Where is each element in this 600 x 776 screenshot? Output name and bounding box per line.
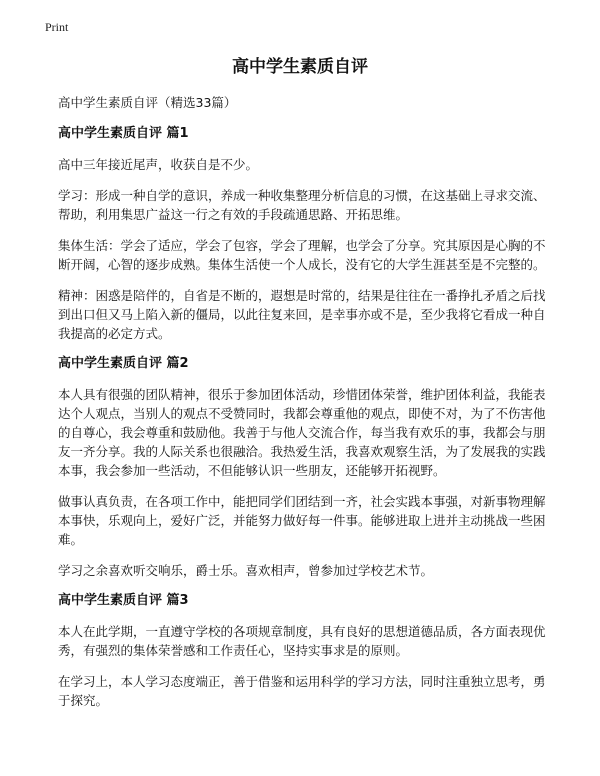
paragraph: 学习之余喜欢听交响乐，爵士乐。喜欢相声，曾参加过学校艺术节。 xyxy=(58,563,434,578)
paragraph: 学习：形成一种自学的意识，养成一种收集整理分析信息的习惯，在这基础上寻求交流、帮助，利用集思广益这一行之有效的手段疏通思路、开拓思维。 xyxy=(58,188,546,222)
paragraph: 在学习上，本人学习态度端正，善于借鉴和运用科学的学习方法，同时注重独立思考，勇于探究。 xyxy=(58,674,546,708)
paragraph: 做事认真负责，在各项工作中，能把同学们团结到一齐，社会实践本事强，对新事物理解本事快，乐观向上，爱好广泛，并能努力做好每一件事。能够进取上进并主动挑战一些困难。 xyxy=(58,494,546,547)
paragraph: 本人具有很强的团队精神，很乐于参加团体活动，珍惜团体荣誉，维护团体利益，我能表达个人观点，当别人的观点不受赞同时，我都会尊重他的观点，即使不对，为了不伤害他的自尊心，我会尊重和鼓励他。我善于与他人交流合作，每当我有欢乐的事，我都会与朋友一齐分享。我的人际关系也很融洽。我热爱生活，我喜欢观察生活，为了发展我的实践本事，我会参加一些活动，不但能够认识一些朋友，还能够开拓视野。 xyxy=(58,387,546,478)
paragraph: 本人在此学期，一直遵守学校的各项规章制度，具有良好的思想道德品质，各方面表现优秀，有强烈的集体荣誉感和工作责任心，坚持实事求是的原则。 xyxy=(58,624,546,658)
section-1 xyxy=(58,125,548,343)
section-2 xyxy=(58,355,548,580)
section-3 xyxy=(58,592,548,710)
section-heading: 高中学生素质自评 篇3 xyxy=(58,593,189,608)
paragraph: 精神：困惑是陪伴的，自省是不断的，遐想是时常的，结果是往往在一番挣扎矛盾之后找到出口但又马上陷入新的僵局，以此往复来回，是幸事亦或不是，至少我将它看成一种自我提高的必定方式。 xyxy=(58,288,546,341)
print-link[interactable]: Print xyxy=(45,20,69,34)
paragraph: 集体生活：学会了适应，学会了包容，学会了理解，也学会了分享。究其原因是心胸的不断开阔，心智的逐步成熟。集体生活使一个人成长，没有它的大学生涯甚至是不完整的。 xyxy=(58,238,546,272)
page-title: 高中学生素质自评 xyxy=(232,57,368,77)
section-heading: 高中学生素质自评 篇1 xyxy=(58,126,189,141)
section-heading: 高中学生素质自评 篇2 xyxy=(58,356,189,371)
paragraph: 高中三年接近尾声，收获自是不少。 xyxy=(58,157,259,172)
article-subtitle: 高中学生素质自评（精选33篇） xyxy=(58,95,237,110)
article-body xyxy=(58,93,548,722)
